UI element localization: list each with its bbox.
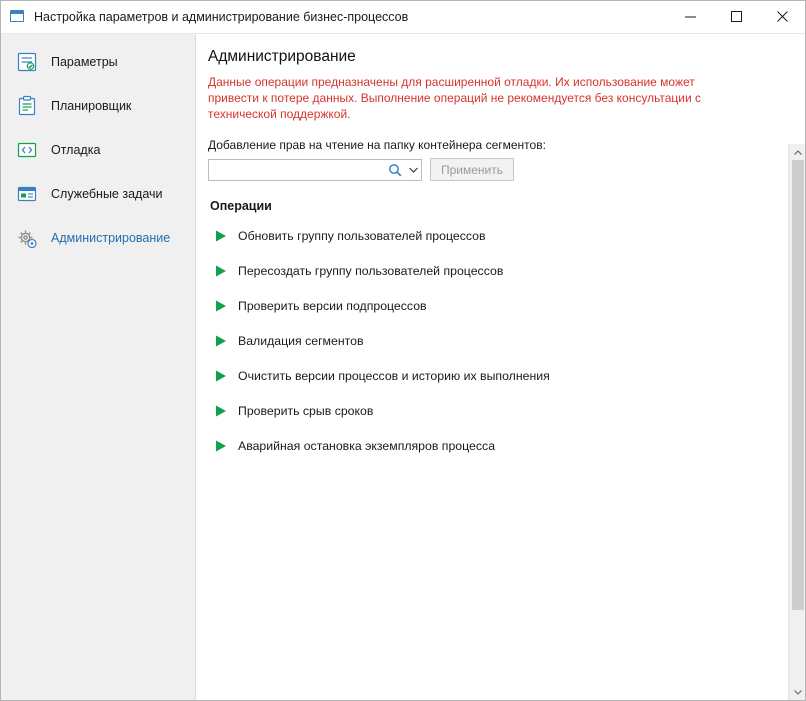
- segments-folder-combo[interactable]: [208, 159, 422, 181]
- main-content: [196, 34, 805, 700]
- operation-label: Проверить срыв сроков: [238, 404, 374, 418]
- play-arrow-icon: [214, 369, 228, 383]
- scrollbar-thumb[interactable]: [792, 160, 804, 610]
- chevron-down-icon[interactable]: [405, 160, 421, 180]
- main-panel: [196, 34, 805, 700]
- operation-item[interactable]: [208, 328, 785, 354]
- play-arrow-icon: [214, 264, 228, 278]
- operations-section-title: Операции: [210, 199, 272, 213]
- window-title: Настройка параметров и администрирование бизнес-процессов: [34, 10, 409, 24]
- search-icon[interactable]: [385, 160, 405, 180]
- segments-folder-rights-label: Добавление прав на чтение на папку контейнера сегментов:: [208, 138, 546, 152]
- debug-code-icon: [15, 138, 39, 162]
- sidebar-item-label: Планировщик: [51, 99, 132, 113]
- operations-list: [208, 223, 785, 459]
- apply-button[interactable]: Применить: [430, 158, 514, 181]
- scroll-down-icon[interactable]: [790, 684, 806, 700]
- play-arrow-icon: [214, 439, 228, 453]
- operation-item[interactable]: [208, 223, 785, 249]
- segments-folder-rights-row: [208, 158, 785, 181]
- sidebar-item-scheduler[interactable]: [1, 84, 195, 128]
- operation-label: Пересоздать группу пользователей процессов: [238, 264, 504, 278]
- title-bar: [1, 1, 805, 34]
- operation-label: Проверить версии подпроцессов: [238, 299, 427, 313]
- play-arrow-icon: [214, 299, 228, 313]
- window-body: [1, 34, 805, 700]
- settings-list-icon: [15, 50, 39, 74]
- operation-label: Обновить группу пользователей процессов: [238, 229, 486, 243]
- administration-gear-icon: [15, 226, 39, 250]
- sidebar: [1, 34, 196, 700]
- sidebar-item-label: Служебные задачи: [51, 187, 163, 201]
- segments-folder-input[interactable]: [209, 161, 385, 179]
- operation-label: Валидация сегментов: [238, 334, 364, 348]
- play-arrow-icon: [214, 334, 228, 348]
- operation-label: Очистить версии процессов и историю их выполнения: [238, 369, 550, 383]
- sidebar-item-administration[interactable]: [1, 216, 195, 260]
- page-title: Администрирование: [208, 48, 356, 65]
- operation-item[interactable]: [208, 363, 785, 389]
- vertical-scrollbar[interactable]: [789, 144, 805, 700]
- sidebar-item-debug[interactable]: [1, 128, 195, 172]
- window-controls: [667, 1, 805, 33]
- operation-label: Аварийная остановка экземпляров процесса: [238, 439, 496, 453]
- close-icon[interactable]: [759, 1, 805, 32]
- operation-item[interactable]: [208, 433, 785, 459]
- scroll-up-icon[interactable]: [790, 144, 805, 160]
- operation-item[interactable]: [208, 398, 785, 424]
- play-arrow-icon: [214, 229, 228, 243]
- operation-item[interactable]: [208, 258, 785, 284]
- service-tasks-icon: [15, 182, 39, 206]
- operation-item[interactable]: [208, 293, 785, 319]
- sidebar-item-label: Параметры: [51, 55, 118, 69]
- sidebar-item-parameters[interactable]: [1, 40, 195, 84]
- warning-text: Данные операции предназначены для расширенной отладки. Их использование может привести к потере данных. Выполнение операций не рекомендуется без консультации с технической поддержкой.: [208, 75, 702, 121]
- window-app-icon: [10, 9, 26, 25]
- minimize-icon[interactable]: [667, 1, 713, 32]
- sidebar-item-label: Отладка: [51, 143, 101, 157]
- sidebar-item-service-tasks[interactable]: [1, 172, 195, 216]
- scheduler-clipboard-icon: [15, 94, 39, 118]
- maximize-icon[interactable]: [713, 1, 759, 32]
- sidebar-item-label: Администрирование: [51, 231, 171, 245]
- play-arrow-icon: [214, 404, 228, 418]
